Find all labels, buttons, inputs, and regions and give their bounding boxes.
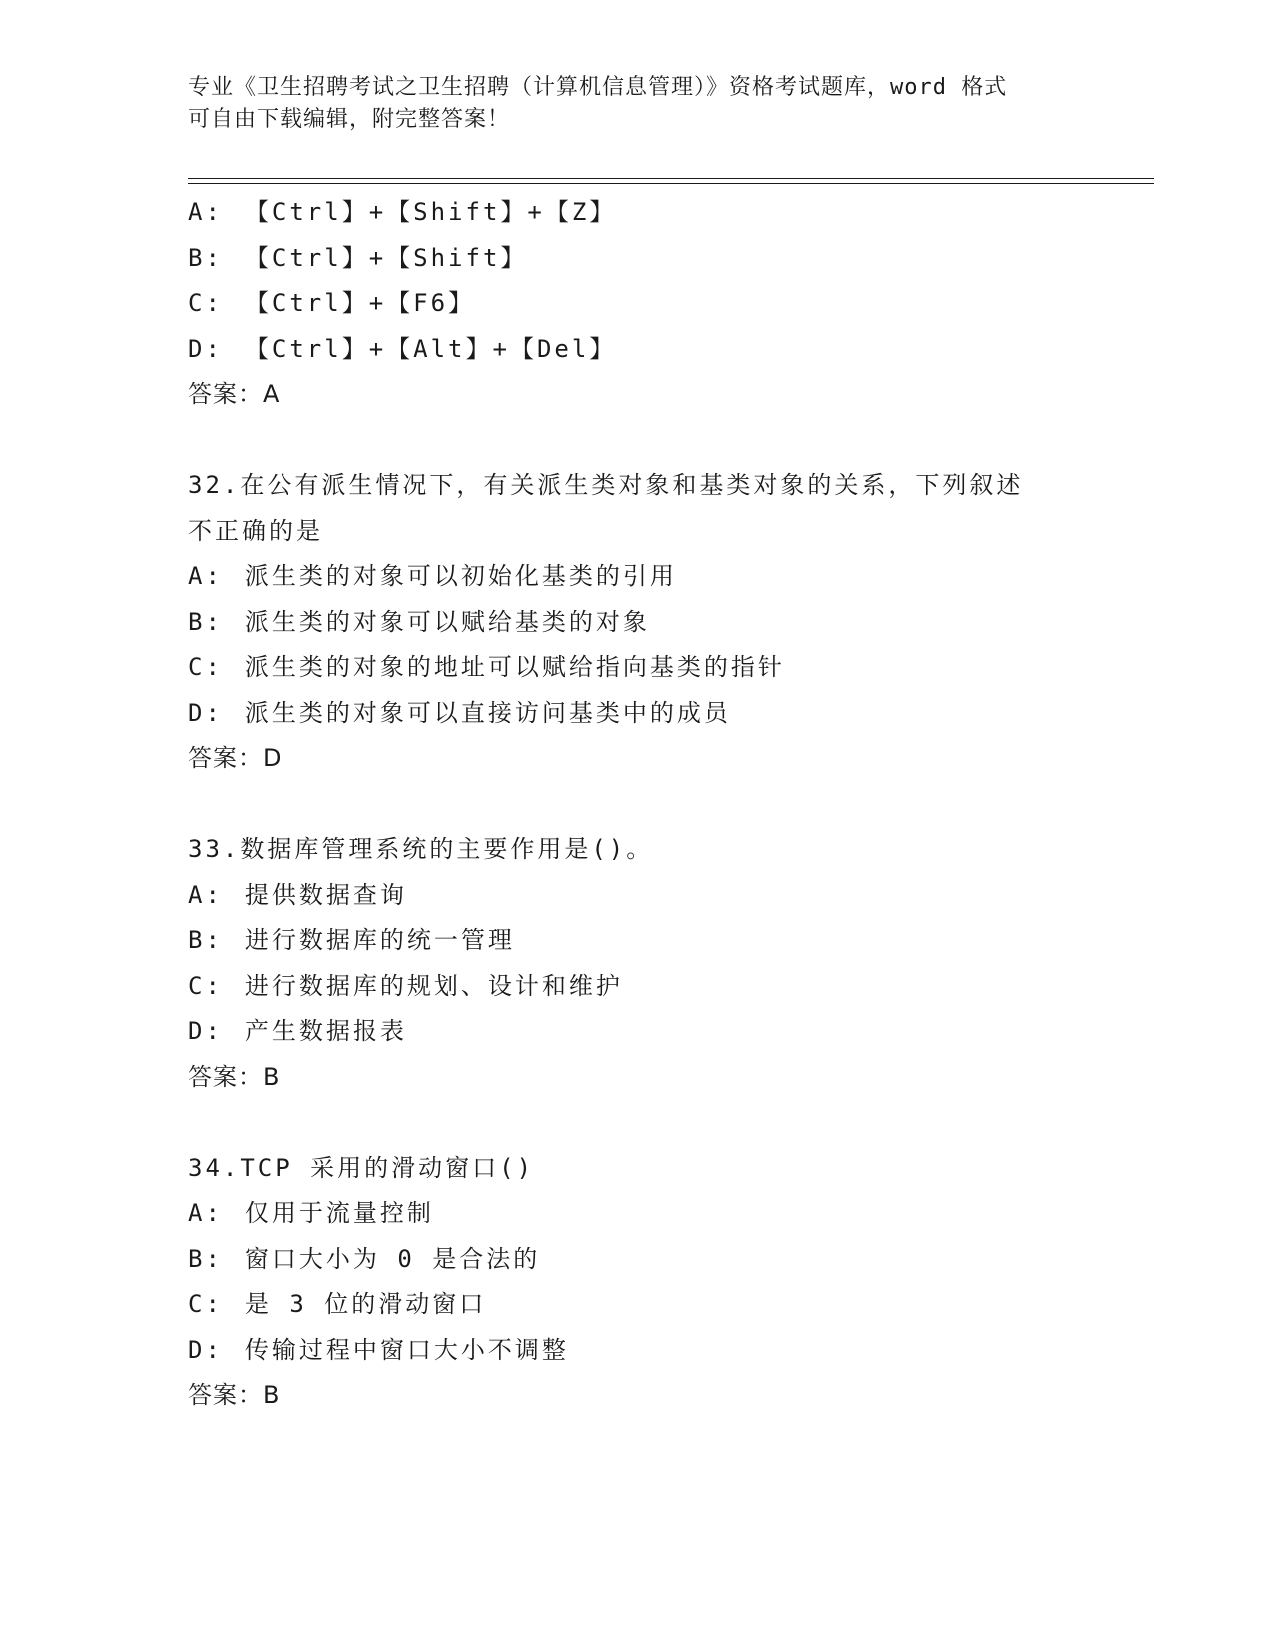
option-b: [188, 1237, 1128, 1283]
option-label: C:: [188, 971, 223, 1000]
question-spacer: [188, 1100, 1128, 1146]
document-header: [188, 72, 1088, 136]
option-c: [188, 1282, 1128, 1328]
header-line-2: 可自由下载编辑，附完整答案！: [188, 107, 511, 132]
question-block: [188, 463, 1128, 782]
header-divider-top: [188, 178, 1154, 179]
option-text: 派生类的对象可以赋给基类的对象: [244, 607, 650, 636]
option-label: C:: [188, 1290, 223, 1318]
option-text: 产生数据报表: [244, 1017, 407, 1045]
option-c: [188, 964, 1128, 1010]
option-label: C:: [188, 653, 223, 681]
option-text: 传输过程中窗口大小不调整: [244, 1335, 569, 1364]
question-stem-line: 不正确的是: [188, 516, 323, 545]
option-text: 进行数据库的规划、设计和维护: [244, 971, 623, 1000]
option-label: A:: [188, 198, 223, 226]
option-a: [188, 873, 1128, 919]
header-divider-bottom: [188, 183, 1154, 184]
option-text: 是 3 位的滑动窗口: [244, 1290, 487, 1318]
question-spacer: [188, 418, 1128, 464]
option-text: 仅用于流量控制: [244, 1199, 434, 1227]
question-list: [188, 190, 1128, 1419]
option-c: [188, 281, 1128, 327]
option-text: 派生类的对象可以初始化基类的引用: [244, 562, 677, 590]
question-spacer: [188, 782, 1128, 828]
option-label: B:: [188, 607, 223, 636]
option-text: 【Ctrl】+【Alt】+【Del】: [244, 334, 617, 363]
question-stem-line: 33.数据库管理系统的主要作用是()。: [188, 835, 654, 863]
option-d: [188, 1328, 1128, 1374]
option-text: 派生类的对象可以直接访问基类中的成员: [244, 698, 731, 727]
option-label: B:: [188, 926, 223, 954]
option-d: [188, 1009, 1128, 1055]
option-text: 进行数据库的统一管理: [244, 926, 515, 954]
question-stem-line: 34.TCP 采用的滑动窗口(): [188, 1153, 535, 1182]
answer-line: 答案：B: [188, 1062, 281, 1091]
question-block: [188, 1146, 1128, 1419]
option-text: 提供数据查询: [244, 880, 407, 909]
option-a: [188, 190, 1128, 236]
option-b: [188, 236, 1128, 282]
option-label: C:: [188, 289, 223, 317]
option-d: [188, 327, 1128, 373]
option-text: 【Ctrl】+【Shift】+【Z】: [244, 198, 617, 226]
option-text: 【Ctrl】+【F6】: [244, 289, 476, 317]
option-label: A:: [188, 562, 223, 590]
question-block: [188, 190, 1128, 418]
question-block: [188, 827, 1128, 1100]
option-label: D:: [188, 1335, 223, 1364]
option-label: B:: [188, 1244, 223, 1273]
option-label: D:: [188, 698, 223, 727]
option-label: A:: [188, 880, 223, 909]
option-a: [188, 554, 1128, 600]
question-stem-line: 32.在公有派生情况下，有关派生类对象和基类对象的关系，下列叙述: [188, 471, 1024, 499]
option-label: B:: [188, 243, 223, 272]
option-b: [188, 918, 1128, 964]
answer-line: 答案：A: [188, 380, 281, 408]
header-line-1: 专业《卫生招聘考试之卫生招聘（计算机信息管理）》资格考试题库，word 格式: [188, 75, 1008, 100]
answer-line: 答案：D: [188, 744, 283, 772]
option-d: [188, 691, 1128, 737]
option-text: 窗口大小为 0 是合法的: [244, 1244, 541, 1273]
option-c: [188, 645, 1128, 691]
answer-line: 答案：B: [188, 1381, 281, 1409]
option-b: [188, 600, 1128, 646]
option-text: 【Ctrl】+【Shift】: [244, 243, 528, 272]
option-label: D:: [188, 1017, 223, 1045]
option-a: [188, 1191, 1128, 1237]
option-label: A:: [188, 1199, 223, 1227]
option-label: D:: [188, 334, 223, 363]
option-text: 派生类的对象的地址可以赋给指向基类的指针: [244, 653, 785, 681]
